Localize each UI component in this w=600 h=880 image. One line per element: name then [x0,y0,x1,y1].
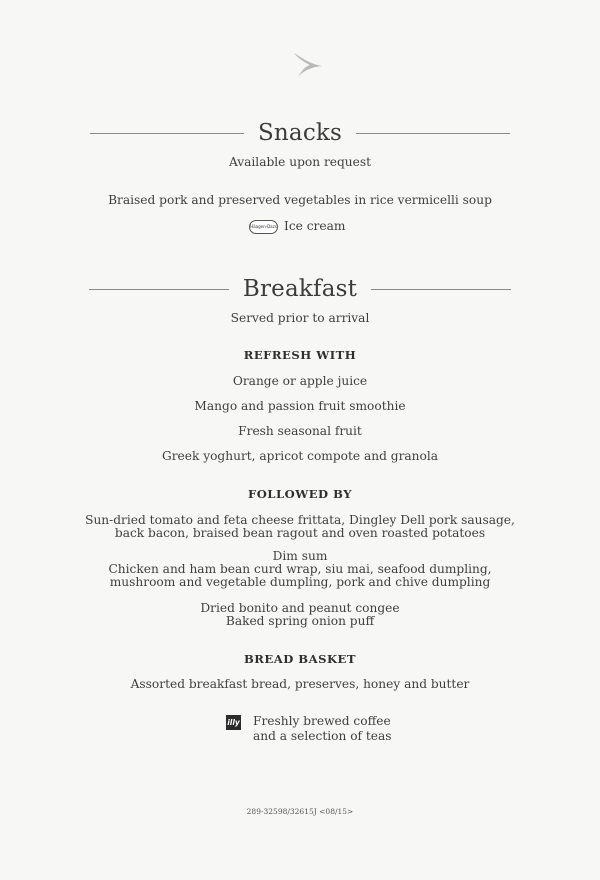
bread-heading: BREAD BASKET [243,652,357,666]
divider-right [371,289,511,290]
snacks-header [0,120,600,146]
menu-code: 289-32598/32615J <08/15> [246,807,354,816]
coffee-line: Freshly brewed coffee [253,714,391,728]
divider-right [356,133,510,134]
refresh-item: Mango and passion fruit smoothie [194,399,406,413]
breakfast-title: Breakfast [242,276,358,302]
refresh-item: Orange or apple juice [232,374,368,388]
bread-item: Assorted breakfast bread, preserves, honey and butter [130,677,470,691]
refresh-item: Fresh seasonal fruit [238,424,362,438]
snack-item-ice-cream: Ice cream [284,219,346,233]
illy-logo: illy [226,715,241,730]
snack-item-soup: Braised pork and preserved vegetables in rice vermicelli soup [108,193,492,207]
breakfast-subtitle: Served prior to arrival [230,311,370,325]
frittata-line: Sun-dried tomato and feta cheese frittata, Dingley Dell pork sausage, [85,513,515,527]
breakfast-header [0,276,600,302]
refresh-heading: REFRESH WITH [243,348,357,362]
coffee-line: and a selection of teas [253,729,392,743]
coffee-text [253,714,392,744]
snacks-subtitle: Available upon request [228,155,372,169]
dimsum-line: mushroom and vegetable dumpling, pork and chive dumpling [109,575,491,589]
haagen-dazs-logo: Häagen-Dazs [249,220,278,234]
divider-left [90,133,244,134]
followed-heading: FOLLOWED BY [247,487,353,501]
divider-left [89,289,229,290]
snacks-title: Snacks [257,120,343,146]
congee-line: Dried bonito and peanut congee [200,601,400,615]
dimsum-line: Dim sum [272,549,328,563]
congee-line: Baked spring onion puff [225,614,375,628]
brushwing-icon [292,50,324,78]
refresh-item: Greek yoghurt, apricot compote and granola [161,449,439,463]
frittata-line: back bacon, braised bean ragout and oven roasted potatoes [114,526,486,540]
dimsum-line: Chicken and ham bean curd wrap, siu mai, seafood dumpling, [108,562,492,576]
